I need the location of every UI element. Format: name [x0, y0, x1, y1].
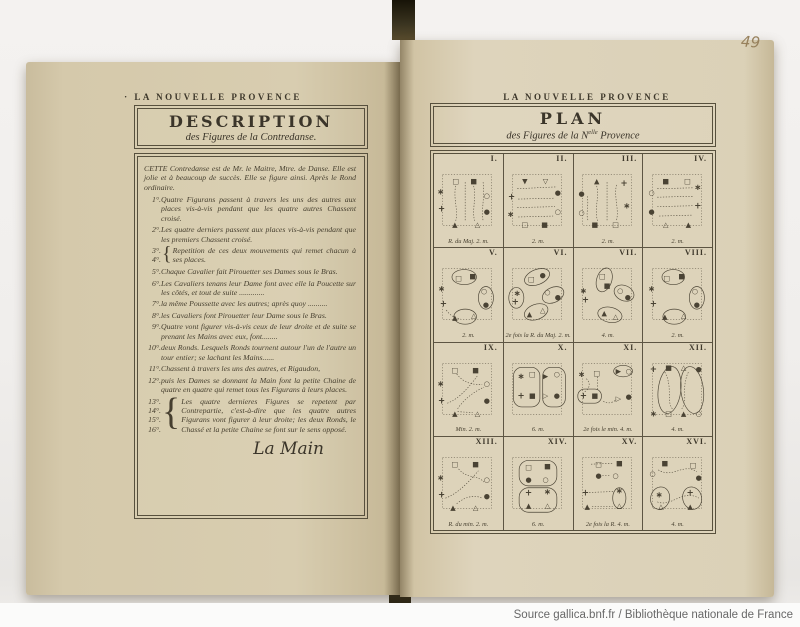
cell-diagram	[645, 163, 711, 239]
cell-numeral: XIII.	[475, 436, 498, 446]
trf-marker-icon: ▲	[593, 176, 600, 186]
plus-marker-icon: +	[525, 487, 533, 498]
plan-cell	[643, 343, 712, 436]
cell-diagram	[435, 163, 501, 239]
cio-marker-icon: ○	[691, 286, 698, 296]
cell-diagram	[575, 352, 641, 428]
trdf-marker-icon: ▼	[522, 176, 528, 186]
tro-marker-icon: △	[544, 500, 551, 510]
plan-cell	[504, 248, 573, 341]
cif-marker-icon: ●	[484, 206, 491, 216]
cif-marker-icon: ●	[624, 292, 631, 302]
hash-marker-icon: ∗	[437, 472, 445, 483]
plan-cell	[643, 437, 712, 530]
tro-marker-icon: △	[475, 408, 481, 418]
sqf-marker-icon: ■	[615, 458, 623, 468]
plus-marker-icon: +	[581, 294, 589, 305]
trf-marker-icon: ▲	[452, 313, 458, 323]
item-number: 7°.	[152, 299, 161, 309]
cell-caption: 2e fois le min. 4. m.	[583, 426, 633, 434]
sqo-marker-icon: □	[683, 176, 691, 186]
cif-marker-icon: ●	[525, 474, 532, 484]
plus-marker-icon: +	[508, 191, 516, 202]
cio-marker-icon: ○	[625, 366, 632, 376]
item-brace: {	[162, 243, 172, 266]
cell-numeral: XVI.	[686, 436, 707, 446]
cell-numeral: XII.	[688, 342, 707, 352]
cell-caption: R. du min. 2. m.	[448, 520, 489, 528]
item-number: 11°.	[148, 364, 161, 374]
cif-marker-icon: ●	[595, 470, 602, 480]
plan-cell	[574, 343, 643, 436]
cell-numeral: VII.	[619, 248, 638, 258]
description-title: DESCRIPTION	[168, 111, 334, 131]
plus-marker-icon: +	[517, 390, 525, 401]
cif-marker-icon: ●	[539, 270, 546, 280]
sqo-marker-icon: □	[525, 462, 533, 472]
cell-caption: 4. m.	[671, 426, 684, 434]
sqo-marker-icon: □	[689, 460, 697, 470]
cell-numeral: XI.	[623, 342, 638, 352]
hash-marker-icon: ∗	[517, 370, 525, 381]
book-spine-top	[392, 0, 415, 40]
cell-diagram	[575, 446, 641, 522]
tro-marker-icon: △	[680, 362, 687, 372]
cif-marker-icon: ●	[554, 292, 562, 302]
cio-marker-icon: ○	[648, 187, 655, 197]
trf-marker-icon: ▲	[601, 308, 607, 318]
cell-caption: Min. 2. m.	[455, 426, 482, 434]
item-text: les Cavaliers font Pirouetter leur Dame sous le Bras.	[161, 310, 327, 320]
description-item	[144, 279, 356, 298]
sqo-marker-icon: □	[664, 408, 672, 418]
plus-marker-icon: +	[438, 489, 446, 500]
trrf-marker-icon: ▶	[615, 366, 621, 376]
trf-marker-icon: ▲	[685, 220, 691, 230]
hash-marker-icon: ∗	[655, 489, 663, 500]
item-number: 6°.	[152, 278, 161, 288]
sqo-marker-icon: □	[595, 459, 602, 469]
attribution-bar	[0, 603, 800, 627]
cell-caption: 2. m.	[671, 237, 684, 245]
item-text: Quatre vont figurer vis-à-vis ceux de leur droite et de suite se prenant les Mains avec eux, font........	[161, 322, 356, 341]
item-number: 1°.	[152, 195, 161, 205]
item-number: 2°.	[152, 225, 161, 235]
sqf-marker-icon: ■	[472, 459, 480, 469]
item-text: Les quatre derniers passent aux places vis-à-vis pendant que les premiers Chassent croisé.	[161, 225, 356, 244]
page-number-annotation: 49	[740, 32, 761, 52]
cell-caption: 6. m.	[531, 520, 545, 528]
cell-caption: R. du Maj. 2. m.	[448, 237, 489, 245]
cio-marker-icon: ○	[544, 287, 551, 297]
left-running-head	[26, 92, 400, 102]
description-item	[144, 364, 356, 373]
plus-marker-icon: +	[511, 296, 520, 307]
description-item	[144, 267, 356, 276]
cell-diagram	[645, 352, 711, 428]
cell-caption: 2. m.	[462, 332, 475, 340]
sqo-marker-icon: □	[593, 368, 600, 378]
item-text: Chassent à travers les uns des autres, et Rigaudon,	[161, 364, 321, 374]
hash-marker-icon: ∗	[437, 186, 445, 197]
cell-diagram	[505, 163, 571, 239]
plan-cell	[643, 154, 712, 247]
trdo-marker-icon: ▽	[542, 176, 549, 186]
sqf-marker-icon: ■	[541, 220, 549, 230]
cell-caption: 2e fois la R. 4. m.	[585, 520, 630, 528]
cio-marker-icon: ○	[481, 286, 488, 296]
plus-marker-icon: +	[693, 200, 701, 211]
cio-marker-icon: ○	[554, 206, 562, 216]
item-text: Quatre Figurans passent à travers les uns des autres aux places vis-à-vis pendant que les quatre autres Chassent croisé.	[161, 195, 356, 223]
sqf-marker-icon: ■	[469, 271, 477, 281]
plus-marker-icon: +	[579, 390, 587, 401]
hash-marker-icon: ∗	[615, 485, 623, 496]
plus-marker-icon: +	[649, 298, 657, 309]
hash-marker-icon: ∗	[649, 408, 657, 419]
plan-cell	[504, 154, 573, 247]
cell-diagram	[645, 446, 711, 522]
cell-diagram	[575, 257, 641, 333]
cell-numeral: II.	[556, 154, 568, 163]
attribution-text: Source gallica.bnf.fr / Bibliothèque nationale de France	[513, 609, 793, 621]
item-text: la même Poussette avec les autres; après quoy ..........	[161, 299, 328, 309]
sqo-marker-icon: □	[598, 271, 606, 281]
plan-cell	[574, 154, 643, 247]
left-page	[26, 62, 400, 595]
cell-numeral: IX.	[483, 342, 498, 352]
cio-marker-icon: ○	[484, 190, 491, 200]
cell-caption: 2. m.	[601, 237, 615, 245]
cio-marker-icon: ○	[612, 470, 619, 480]
description-item	[144, 299, 356, 308]
cio-marker-icon: ○	[484, 474, 491, 484]
sqf-marker-icon: ■	[544, 461, 551, 471]
plan-title: PLAN	[539, 108, 607, 128]
signature: La Main	[253, 439, 324, 459]
cell-caption: 2. m.	[531, 237, 545, 245]
trf-marker-icon: ▲	[661, 312, 668, 322]
cif-marker-icon: ●	[693, 300, 700, 310]
sqo-marker-icon: □	[451, 459, 459, 469]
cif-marker-icon: ●	[483, 300, 490, 310]
plan-cell	[504, 343, 573, 436]
plan-cell	[434, 248, 503, 341]
cell-caption: 4. m.	[671, 520, 684, 528]
hash-marker-icon: ∗	[513, 288, 521, 299]
trf-marker-icon: ▲	[584, 501, 590, 511]
sqf-marker-icon: ■	[661, 458, 668, 468]
description-item	[144, 311, 356, 320]
plus-marker-icon: +	[686, 487, 694, 498]
cell-diagram	[575, 163, 641, 239]
plus-marker-icon: +	[649, 363, 657, 374]
cio-marker-icon: ○	[484, 378, 491, 388]
running-head-ornament: ·	[124, 92, 130, 102]
cif-marker-icon: ●	[578, 188, 585, 198]
trrf-marker-icon: ▶	[542, 370, 549, 380]
hash-marker-icon: ∗	[693, 181, 701, 192]
description-title-box	[134, 105, 368, 149]
cell-diagram	[435, 446, 501, 522]
description-body-box	[134, 153, 368, 519]
hash-marker-icon: ∗	[579, 285, 587, 296]
tro-marker-icon: △	[662, 220, 669, 230]
item-text: deux Ronds. Lesquels Ronds tournent autour l'un de l'autre un tour entier; se lachant les Mains......	[161, 343, 356, 362]
cell-numeral: X.	[557, 342, 568, 352]
plan-subtitle: des Figures de la $N^{elle}$ Provence	[506, 128, 640, 142]
hash-marker-icon: ∗	[647, 283, 655, 294]
description-body	[138, 157, 364, 462]
description-subtitle: des Figures de la Contredanse.	[185, 131, 317, 143]
description-item	[144, 322, 356, 341]
cif-marker-icon: ●	[484, 491, 491, 501]
sqo-marker-icon: □	[451, 365, 459, 375]
sqo-marker-icon: □	[662, 273, 670, 283]
tro-marker-icon: △	[473, 502, 479, 512]
sqf-marker-icon: ■	[591, 390, 599, 400]
hash-marker-icon: ∗	[507, 209, 515, 220]
trf-marker-icon: ▲	[452, 220, 458, 230]
plan-cell	[504, 437, 573, 530]
description-items	[144, 195, 356, 434]
item-number: 13°. 14°. 15°. 16°.	[148, 396, 161, 434]
plan-cell	[434, 154, 503, 247]
tro-marker-icon: △	[471, 311, 477, 321]
plan-grid-box	[430, 150, 716, 534]
trf-marker-icon: ▲	[680, 408, 687, 418]
sqf-marker-icon: ■	[664, 362, 672, 372]
tro-marker-icon: △	[540, 305, 546, 315]
trf-marker-icon: ▲	[687, 501, 693, 511]
hash-marker-icon: ∗	[437, 377, 445, 388]
cell-numeral: V.	[489, 248, 498, 258]
cio-marker-icon: ○	[649, 468, 656, 478]
right-page	[400, 40, 774, 597]
item-brace: {	[162, 390, 181, 433]
cell-numeral: XV.	[621, 436, 638, 446]
cell-caption: 2. m.	[671, 332, 684, 340]
trf-marker-icon: ▲	[526, 309, 533, 319]
trro-marker-icon: ▷	[542, 390, 549, 400]
cio-marker-icon: ○	[542, 474, 549, 484]
item-text: Les quatre dernieres Figures se repetent par Contrepartie, c'est-à-dire que les quatre autres Figurans vont figurer à leur droite; les deux Ronds, le Chassé et la petite Chaine se font sur le sens opposé.	[181, 396, 356, 434]
plus-marker-icon: +	[581, 487, 589, 498]
tro-marker-icon: △	[657, 501, 664, 511]
sqo-marker-icon: □	[529, 368, 536, 378]
plus-marker-icon: +	[440, 298, 448, 309]
description-item	[144, 225, 356, 244]
cio-marker-icon: ○	[617, 286, 624, 296]
cio-marker-icon: ○	[695, 408, 702, 418]
tro-marker-icon: △	[616, 500, 622, 510]
description-item	[144, 195, 356, 223]
sqf-marker-icon: ■	[662, 176, 669, 186]
cif-marker-icon: ●	[554, 187, 562, 197]
description-item	[144, 343, 356, 362]
cell-diagram	[435, 352, 501, 428]
cell-caption: 4. m.	[601, 332, 615, 340]
description-intro: CETTE Contredanse est de Mr. le Maitre, Mtre. de Danse. Elle est jolie et à beaucoup de succès. Elle se figure ainsi. Après le Rond ordinaire.	[144, 164, 356, 192]
cif-marker-icon: ●	[648, 206, 655, 216]
item-number: 10°.	[148, 343, 161, 353]
item-number: 3°. 4°.	[152, 246, 161, 265]
plan-grid	[434, 154, 712, 530]
plan-cell	[434, 343, 503, 436]
item-text: Les Cavaliers tenans leur Dame font avec elle la Poucette sur les côtés, et tout de suite .............	[161, 278, 356, 297]
cio-marker-icon: ○	[553, 368, 561, 378]
cell-diagram	[505, 257, 571, 333]
trro-marker-icon: ▷	[615, 393, 621, 403]
sqo-marker-icon: □	[455, 273, 463, 283]
sqf-marker-icon: ■	[678, 271, 685, 281]
cif-marker-icon: ●	[695, 364, 702, 374]
item-number: 5°.	[152, 267, 161, 276]
cell-diagram	[505, 352, 571, 428]
item-text: Repetition de ces deux mouvements qui remet chacun à ses places.	[172, 246, 356, 265]
description-item	[144, 243, 356, 266]
sqf-marker-icon: ■	[470, 176, 478, 186]
sqo-marker-icon: □	[521, 220, 529, 230]
cif-marker-icon: ●	[695, 472, 702, 482]
tro-marker-icon: △	[475, 220, 481, 230]
trf-marker-icon: ▲	[525, 500, 532, 510]
sqf-marker-icon: ■	[472, 365, 480, 375]
trf-marker-icon: ▲	[452, 408, 458, 418]
hash-marker-icon: ∗	[438, 283, 446, 294]
trf-marker-icon: ▲	[450, 502, 457, 512]
cif-marker-icon: ●	[484, 395, 491, 405]
cell-numeral: III.	[621, 154, 638, 163]
cell-numeral: VI.	[553, 248, 568, 258]
item-text: Chaque Cavalier fait Pirouetter ses Dames sous le Bras.	[161, 267, 338, 276]
plus-marker-icon: +	[438, 394, 446, 405]
cio-marker-icon: ○	[578, 207, 585, 217]
plan-title-box	[430, 103, 716, 147]
sqf-marker-icon: ■	[591, 220, 599, 230]
plan-cell	[574, 437, 643, 530]
right-running-head-text: LA NOUVELLE PROVENCE	[503, 92, 671, 102]
sqo-marker-icon: □	[528, 274, 535, 284]
cell-numeral: I.	[490, 154, 498, 163]
tro-marker-icon: △	[680, 311, 687, 321]
item-number: 12°.	[148, 375, 161, 385]
cif-marker-icon: ●	[553, 390, 561, 400]
sqf-marker-icon: ■	[603, 281, 611, 291]
left-running-head-text: LA NOUVELLE PROVENCE	[134, 92, 302, 102]
item-number: 8°.	[152, 310, 161, 320]
cell-diagram	[645, 257, 711, 333]
cell-numeral: VIII.	[684, 248, 707, 258]
sqo-marker-icon: □	[452, 176, 460, 186]
plus-marker-icon: +	[438, 203, 446, 214]
description-item	[144, 390, 356, 434]
item-text: puis les Dames se donnant la Main font la petite Chaine de quatre en quatre qui remet tous les Figurans à leurs places.	[161, 375, 356, 395]
hash-marker-icon: ∗	[577, 368, 586, 379]
cell-diagram	[435, 257, 501, 333]
cif-marker-icon: ●	[625, 391, 632, 401]
cell-caption: 2e fois la R. du Maj. 2. m.	[505, 332, 571, 340]
sqf-marker-icon: ■	[529, 390, 536, 400]
hash-marker-icon: ∗	[623, 200, 631, 211]
cell-numeral: XIV.	[547, 436, 568, 446]
cell-diagram	[505, 446, 571, 522]
cell-caption: 6. m.	[531, 426, 545, 434]
hash-marker-icon: ∗	[543, 486, 552, 497]
item-number: 9°.	[152, 322, 161, 332]
plan-cell	[574, 248, 643, 341]
plus-marker-icon: +	[620, 178, 628, 189]
right-running-head	[400, 92, 774, 102]
plan-cell	[643, 248, 712, 341]
tro-marker-icon: △	[612, 312, 619, 322]
plan-cell	[434, 437, 503, 530]
sqo-marker-icon: □	[612, 220, 619, 230]
cell-numeral: IV.	[694, 154, 707, 163]
